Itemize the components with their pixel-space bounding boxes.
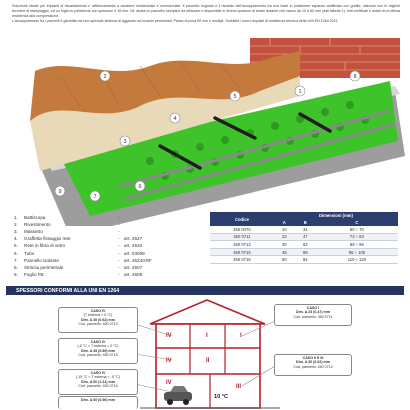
svg-text:9: 9 bbox=[58, 189, 62, 195]
room-label: IV bbox=[166, 333, 172, 339]
svg-text:6: 6 bbox=[138, 184, 142, 190]
table-row: 450 0711 23 47 73 ÷ 83 bbox=[210, 233, 398, 241]
table-header-a: A bbox=[274, 219, 295, 226]
room-label: II bbox=[206, 358, 210, 364]
svg-text:3: 3 bbox=[123, 139, 127, 145]
svg-text:8: 8 bbox=[353, 74, 357, 80]
legend-item: 4. Graffetta fissaggio rete - art. 4527 bbox=[14, 236, 143, 242]
table-row: 450 0470 10 34 60 ÷ 70 bbox=[210, 226, 398, 233]
case-box-2: CASO IV (-5 °C < T esterna < 0 °C) Dim. A 45 (0.89) mm Cod. pannello: 450 0715 bbox=[58, 338, 138, 364]
table-row: 450 0716 60 84 110 ÷ 120 bbox=[210, 256, 398, 264]
garage-temperature: 10 °C bbox=[214, 394, 229, 400]
table-header-b: B bbox=[295, 219, 316, 226]
table-header-code: Codice bbox=[210, 212, 274, 226]
section-banner: SPESSORI CONFORMI ALLA UNI EN 1264 bbox=[6, 286, 404, 295]
intro-paragraph-2: L'accoppiamento fra i pannelli è garantito da uno speciale sistema di aggancio ad incastri perimetrali. Passo di posa 50 mm e multipli. Soddisfa i nuovi requisiti di resistenza termica della UNI EN 1264 2021. bbox=[12, 18, 339, 23]
table-header-c: C bbox=[316, 219, 398, 226]
legend-item: 3. Massetto - bbox=[14, 229, 120, 235]
svg-text:5: 5 bbox=[233, 94, 237, 100]
svg-text:2: 2 bbox=[103, 74, 107, 80]
legend-item: 5. Rete in fibra di vetro - art. 4532 bbox=[14, 243, 143, 249]
floor-section-illustration bbox=[0, 36, 410, 226]
case-box-5: CASO I Dim. A 23 (0.47) mm Cod. pannello: 450 0711 bbox=[274, 304, 352, 326]
intro-text bbox=[12, 4, 400, 24]
room-label: I bbox=[240, 333, 242, 339]
component-legend bbox=[14, 214, 204, 278]
svg-text:1: 1 bbox=[298, 89, 302, 95]
legend-item: 2. Rivestimento - bbox=[14, 222, 120, 228]
legend-item: 7. Pannello isolante - art. 4524GRF bbox=[14, 257, 152, 263]
svg-text:7: 7 bbox=[93, 194, 97, 200]
intro-paragraph-1: Soluzione ideale per impianti di riscaldamento e raffrescamento a carattere residenziale e commerciale. Il pannello bugnato è il risultato dell'accoppiamento tra una base in polistirene espanso additivato con grafite, ottenuto con le migliori tecniche di stampaggio, ed un foglio in polistirene con spessore 0,16 mm. Ne risulta un pannello semplice da utilizzare e disponibile in diversi spessori di strato isolante che vanno da 10 a 60 mm (dati tabella 1), tutti certificati e dotati di un'ottima resistenza alla compressione. bbox=[12, 4, 400, 18]
room-label: IV bbox=[166, 380, 172, 386]
legend-item: 1. Battiscopa - bbox=[14, 215, 120, 221]
dimensions-table bbox=[210, 212, 398, 264]
table-row: 450 0715 45 69 95 ÷ 105 bbox=[210, 248, 398, 256]
room-label: III bbox=[236, 384, 242, 390]
room-label: IV bbox=[166, 358, 172, 364]
svg-text:4: 4 bbox=[173, 116, 177, 122]
table-header-dimensions: Dimensioni (mm) bbox=[274, 212, 398, 219]
case-box-1: CASO IV (T esterna > 0 °C) Dim. A 30 (0.62) mm Cod. pannello: 450 0713 bbox=[58, 307, 138, 333]
legend-item: 6. Tubo - art. 03009 bbox=[14, 250, 145, 256]
legend-item: 8. Striscia perimetrale - art. 4507 bbox=[14, 264, 143, 270]
case-box-6: CASO II E III Dim. A 30 (0.62) mm Cod. pannello: 450 0713 bbox=[274, 354, 352, 376]
case-box-3: CASO IV (-15 °C < T esterna < -5 °C) Dim. A 60 (1.31) mm Cod. pannello: 450 0716 bbox=[58, 369, 138, 395]
legend-item: 9. Foglio PE - art. 4509 bbox=[14, 271, 143, 277]
room-label: I bbox=[206, 333, 208, 339]
table-row: 450 0713 30 62 89 ÷ 96 bbox=[210, 241, 398, 249]
case-box-4: Dim. A 60 (0.96) mm bbox=[58, 396, 138, 409]
